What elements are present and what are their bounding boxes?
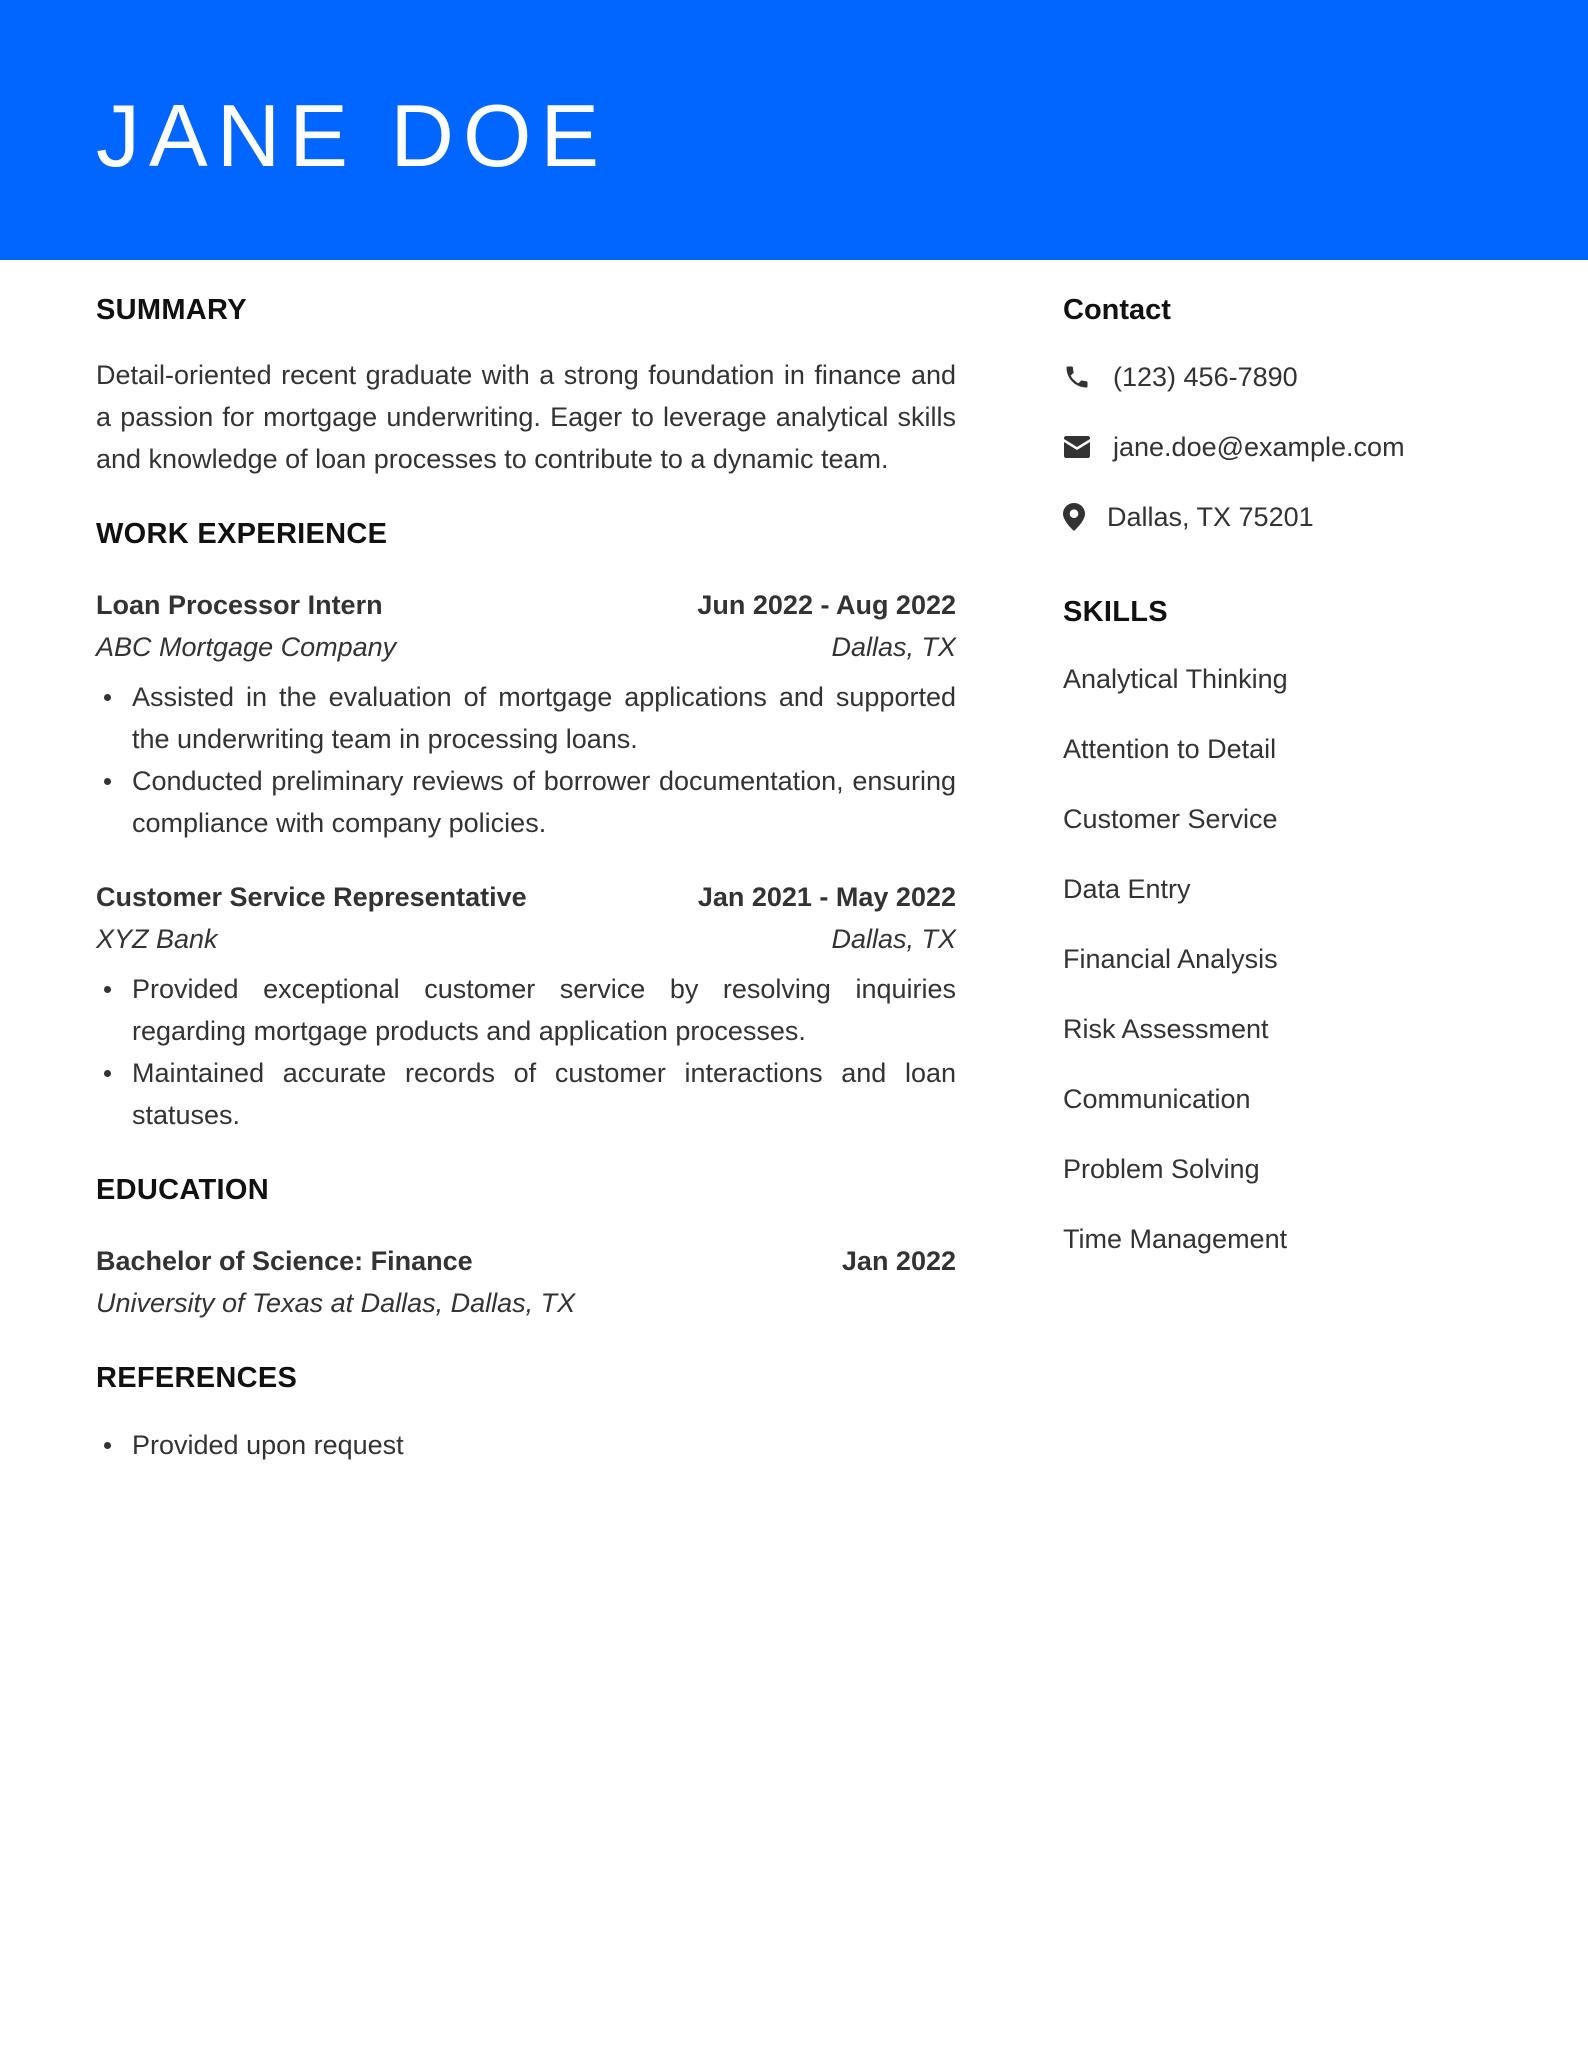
- bullet-item: [132, 760, 956, 844]
- job-title: Loan Processor Intern: [96, 590, 383, 620]
- job-entry: [96, 876, 956, 1136]
- job-entry: [96, 584, 956, 844]
- contact-list: [1063, 356, 1503, 538]
- skill-item: Communication: [1063, 1084, 1251, 1114]
- bullet-item: [132, 676, 956, 760]
- skill-item: Time Management: [1063, 1224, 1288, 1254]
- skill-item: Financial Analysis: [1063, 944, 1278, 974]
- bullet-item: [132, 1052, 956, 1136]
- job-bullets: [96, 968, 956, 1136]
- skills-list: [1063, 658, 1503, 1260]
- contact-address: [1063, 496, 1503, 538]
- skill-item: Analytical Thinking: [1063, 664, 1288, 694]
- bullet-dot: [104, 778, 111, 785]
- header-banner: [0, 0, 1588, 260]
- skills-heading: SKILLS: [1063, 596, 1168, 628]
- bullet-dot: [104, 986, 111, 993]
- phone-icon: [1063, 363, 1113, 391]
- envelope-icon: [1063, 436, 1113, 458]
- contact-heading: Contact: [1063, 294, 1171, 326]
- job-dates: Jun 2022 - Aug 2022: [697, 590, 956, 620]
- graduation-date: Jan 2022: [841, 1246, 956, 1276]
- contact-email: [1063, 426, 1503, 468]
- bullet-dot: [104, 1070, 111, 1077]
- bullet-text: Conducted preliminary reviews of borrower documentation, ensuring compliance with company policies.: [132, 766, 956, 838]
- reference-text: Provided upon request: [132, 1430, 404, 1460]
- school: University of Texas at Dallas, Dallas, TX: [96, 1288, 576, 1318]
- phone-number: (123) 456-7890: [1113, 361, 1298, 392]
- bullet-dot: [104, 1442, 111, 1449]
- map-pin-icon: [1063, 503, 1107, 531]
- references-list: [96, 1424, 956, 1466]
- skill-item: Risk Assessment: [1063, 1014, 1269, 1044]
- bullet-dot: [104, 694, 111, 701]
- job-location: Dallas, TX: [831, 632, 956, 662]
- skill-item: Customer Service: [1063, 804, 1278, 834]
- bullet-text: Assisted in the evaluation of mortgage applications and supported the underwriting team in processing loans.: [132, 682, 956, 754]
- contact-phone: [1063, 356, 1503, 398]
- education-heading: EDUCATION: [96, 1174, 269, 1206]
- job-dates: Jan 2021 - May 2022: [697, 882, 956, 912]
- education-entry: [96, 1240, 956, 1324]
- skill-item: Problem Solving: [1063, 1154, 1260, 1184]
- bullet-text: Provided exceptional customer service by resolving inquiries regarding mortgage products and application processes.: [132, 974, 956, 1046]
- address-text: Dallas, TX 75201: [1107, 501, 1314, 532]
- main-column: [96, 290, 956, 1466]
- job-bullets: [96, 676, 956, 844]
- work-experience-heading: WORK EXPERIENCE: [96, 518, 388, 550]
- summary-heading: SUMMARY: [96, 294, 247, 326]
- references-heading: REFERENCES: [96, 1362, 298, 1394]
- job-company: ABC Mortgage Company: [96, 632, 397, 662]
- summary-text: Detail-oriented recent graduate with a strong foundation in finance and a passion for mortgage underwriting. Eager to leverage analytical skills and knowledge of loan processes to contribute to a dynamic team.: [96, 360, 956, 474]
- skill-item: Attention to Detail: [1063, 734, 1277, 764]
- degree: Bachelor of Science: Finance: [96, 1246, 473, 1276]
- sidebar: [1063, 290, 1503, 1288]
- bullet-item: [132, 968, 956, 1052]
- candidate-name: JANE DOE: [96, 86, 609, 185]
- job-title: Customer Service Representative: [96, 882, 527, 912]
- job-location: Dallas, TX: [831, 924, 956, 954]
- bullet-item: [132, 1424, 956, 1466]
- bullet-text: Maintained accurate records of customer interactions and loan statuses.: [132, 1058, 956, 1130]
- job-company: XYZ Bank: [96, 924, 218, 954]
- email-address: jane.doe@example.com: [1113, 431, 1405, 462]
- skill-item: Data Entry: [1063, 874, 1191, 904]
